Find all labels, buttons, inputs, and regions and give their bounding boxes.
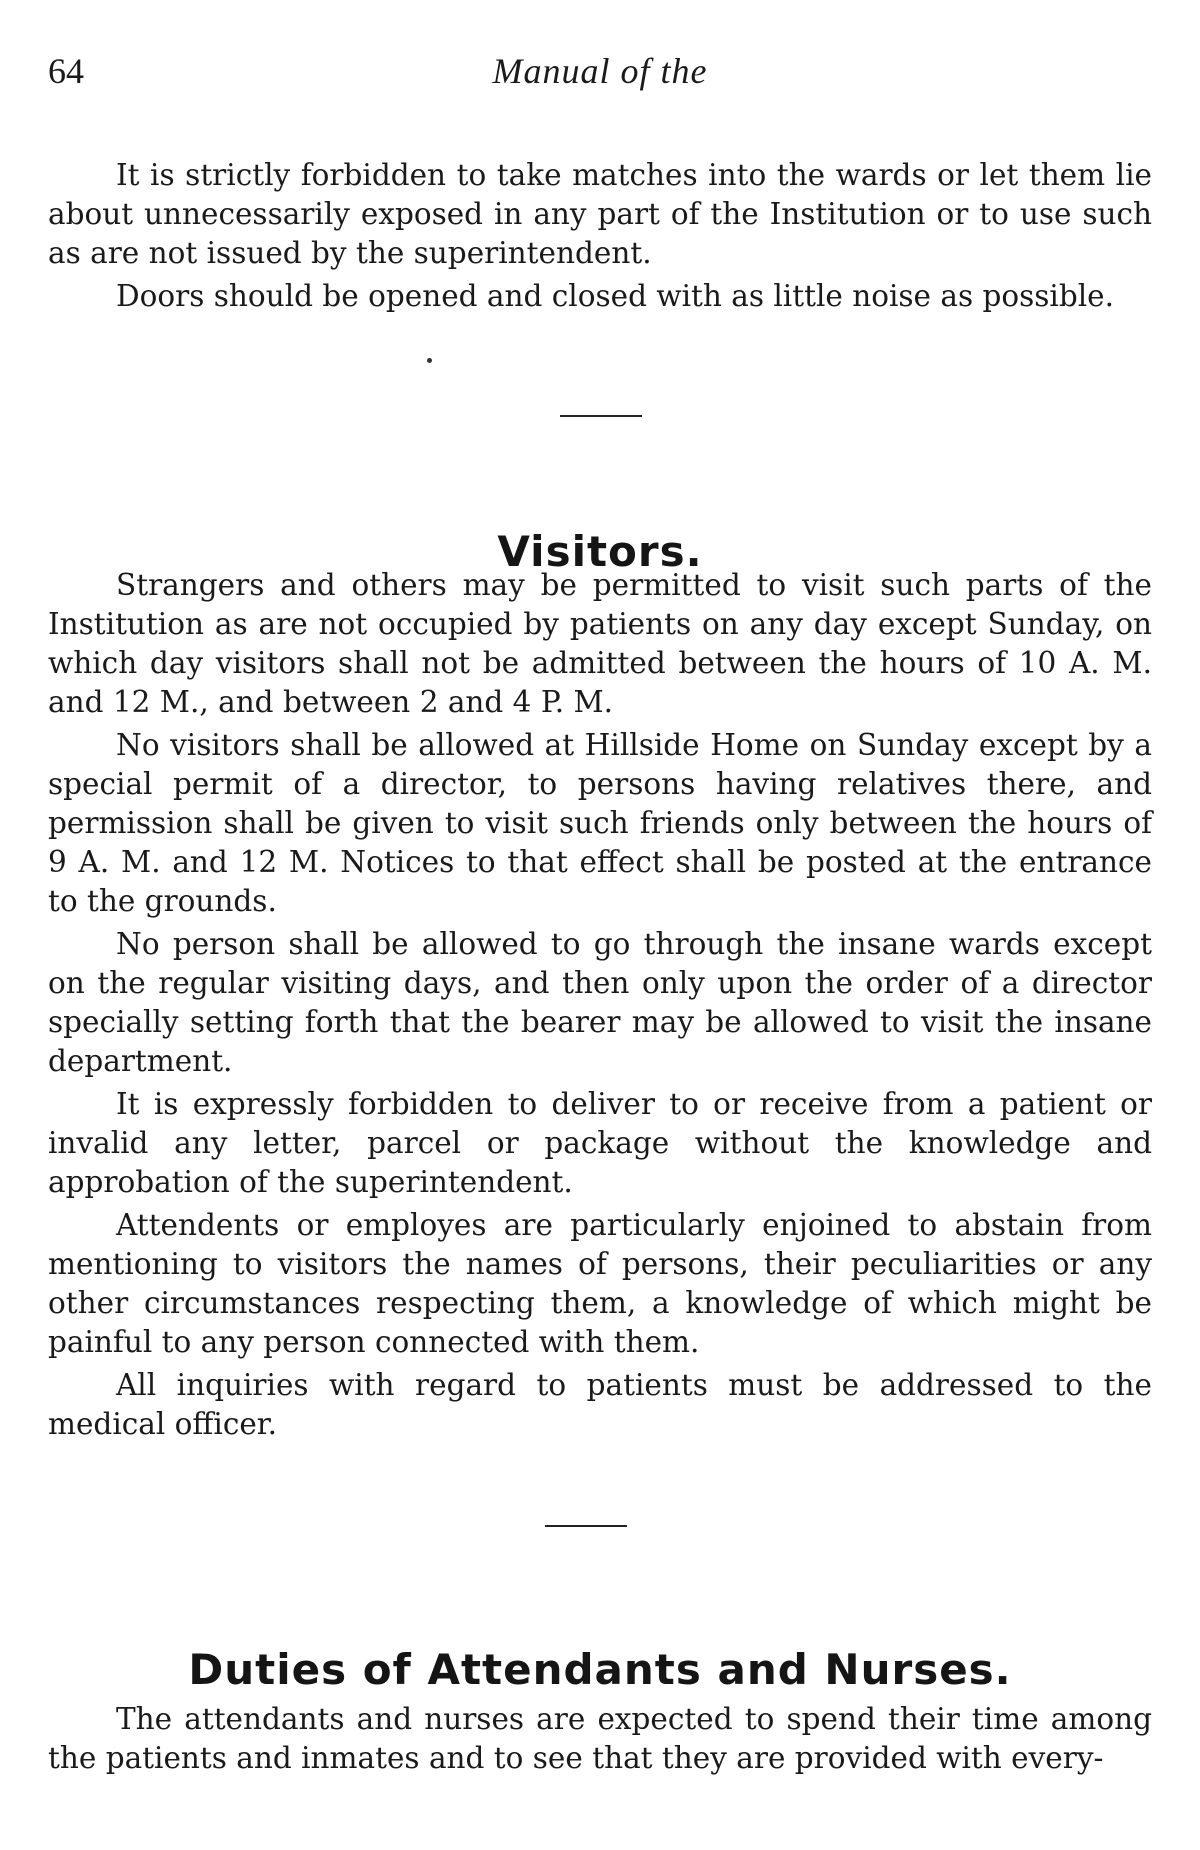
paragraph: All inquiries with regard to patients must be addressed to the medical officer. [48, 1368, 1152, 1441]
paragraph: It is expressly forbidden to deliver to or receive from a patient or invalid any letter, parcel or package without the knowledge and approbation of the superintendent. [48, 1087, 1152, 1199]
paragraph: Doors should be opened and closed with as little noise as possible. [116, 279, 1115, 313]
section-divider [545, 1525, 627, 1527]
duties-section [48, 1700, 1152, 1782]
paragraph: The attendants and nurses are expected to spend their time among the patients and inmates and to see that they are provided with every- [48, 1702, 1152, 1775]
ink-speck [427, 358, 432, 363]
paragraph: Attendents or employes are particularly enjoined to abstain from mentioning to visitors the names of persons, their peculiarities or any other circumstances respecting them, a knowledge of which might be painful to any person connected with them. [48, 1208, 1152, 1359]
running-title: Manual of the [492, 51, 708, 91]
paragraph: Strangers and others may be permitted to visit such parts of the Institution as are not occupied by patients on any day except Sunday, on which day visitors shall not be admitted between the hours of 10 A. M. and 12 M., and between 2 and 4 P. M. [48, 568, 1152, 719]
visitors-section [48, 566, 1152, 1448]
paragraph: No visitors shall be allowed at Hillside Home on Sunday except by a special permit of a director, to persons having relatives there, and permission shall be given to visit such friends only between the hours of 9 A. M. and 12 M. Notices to that effect shall be posted at the entrance to the grounds. [48, 728, 1152, 918]
section-divider [560, 415, 642, 417]
section-heading-duties: Duties of Attendants and Nurses. [188, 1644, 1012, 1694]
page-number: 64 [48, 51, 84, 91]
intro-section [48, 156, 1152, 320]
paragraph: No person shall be allowed to go through the insane wards except on the regular visiting days, and then only upon the order of a director specially setting forth that the bearer may be allowed to visit the insane department. [48, 927, 1152, 1078]
page-header [48, 50, 1152, 110]
paragraph: It is strictly forbidden to take matches into the wards or let them lie about unnecessarily exposed in any part of the Institution or to use such as are not issued by the superintendent. [48, 158, 1152, 270]
section-heading-visitors: Visitors. [497, 526, 703, 576]
